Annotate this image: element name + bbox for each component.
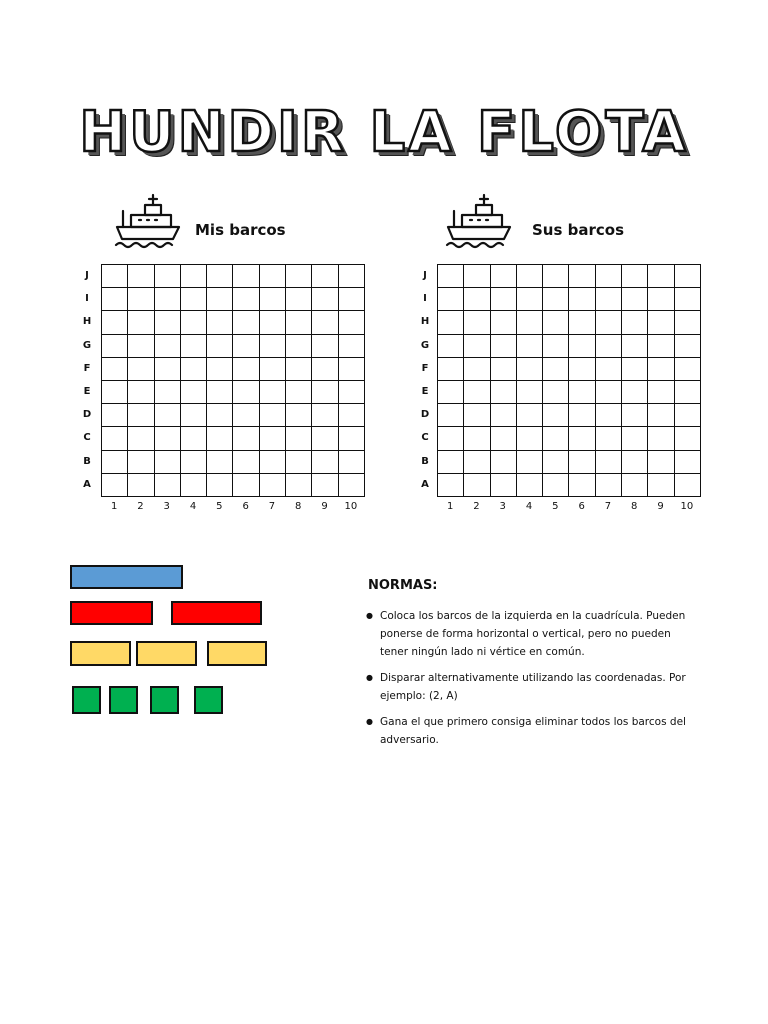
grid-cell-I5[interactable] [543, 288, 569, 311]
grid-cell-D6[interactable] [569, 404, 595, 427]
grid-cell-I1[interactable] [438, 288, 464, 311]
grid-cell-F6[interactable] [233, 358, 259, 381]
grid-cell-G7[interactable] [596, 335, 622, 358]
grid-cell-D10[interactable] [675, 404, 701, 427]
grid-cell-B4[interactable] [517, 451, 543, 474]
grid-cell-A2[interactable] [128, 474, 154, 497]
grid-cell-C9[interactable] [648, 427, 674, 450]
grid-cell-F2[interactable] [128, 358, 154, 381]
column-label: 7 [268, 501, 276, 512]
column-label: 10 [680, 501, 694, 512]
row-labels [418, 264, 432, 496]
grid-cell-G9[interactable] [312, 335, 338, 358]
grid-cell-I1[interactable] [102, 288, 128, 311]
grid-cell-F4[interactable] [517, 358, 543, 381]
column-label: 6 [578, 501, 585, 512]
grid-cell-B1[interactable] [438, 451, 464, 474]
grid-cell-H8[interactable] [622, 311, 648, 334]
grid-cell-D2[interactable] [128, 404, 154, 427]
grid-cell-C3[interactable] [491, 427, 517, 450]
game-title: HUNDIR LA FLOTA [79, 100, 689, 165]
grid-cell-I8[interactable] [286, 288, 312, 311]
my-board [82, 264, 368, 514]
row-label: A [421, 478, 429, 490]
grid-cell-A9[interactable] [648, 474, 674, 497]
column-label: 5 [552, 501, 559, 512]
grid-cell-D8[interactable] [286, 404, 312, 427]
column-label: 8 [631, 501, 638, 512]
grid-cell-G8[interactable] [622, 335, 648, 358]
grid-cell-A6[interactable] [233, 474, 259, 497]
grid-cell-F9[interactable] [312, 358, 338, 381]
grid-cell-I9[interactable] [648, 288, 674, 311]
row-label: H [420, 316, 430, 328]
grid-cell-A5[interactable] [207, 474, 233, 497]
grid-cell-A9[interactable] [312, 474, 338, 497]
grid-cell-J1[interactable] [102, 265, 128, 288]
grid-cell-J6[interactable] [233, 265, 259, 288]
grid-cell-E5[interactable] [207, 381, 233, 404]
grid-cell-I4[interactable] [181, 288, 207, 311]
enemy-board-header [444, 193, 704, 253]
grid-cell-J6[interactable] [569, 265, 595, 288]
grid-cell-C4[interactable] [517, 427, 543, 450]
grid-cell-E6[interactable] [233, 381, 259, 404]
grid-cell-G6[interactable] [569, 335, 595, 358]
grid-cell-D3[interactable] [491, 404, 517, 427]
grid-cell-J3[interactable] [155, 265, 181, 288]
grid-cell-F2[interactable] [464, 358, 490, 381]
grid-cell-H9[interactable] [648, 311, 674, 334]
grid-cell-J1[interactable] [438, 265, 464, 288]
grid-cell-B2[interactable] [128, 451, 154, 474]
ship-1-block [150, 686, 179, 714]
ship-icon [113, 193, 183, 251]
row-label: F [83, 362, 91, 374]
grid-cell-H3[interactable] [155, 311, 181, 334]
grid-cell-I4[interactable] [517, 288, 543, 311]
grid-cell-J3[interactable] [491, 265, 517, 288]
grid-cell-I3[interactable] [155, 288, 181, 311]
grid-cell-H2[interactable] [128, 311, 154, 334]
grid-cell-C9[interactable] [312, 427, 338, 450]
enemy-board [420, 264, 704, 514]
grid-cell-G1[interactable] [102, 335, 128, 358]
grid-cell-B7[interactable] [596, 451, 622, 474]
grid-cell-C6[interactable] [233, 427, 259, 450]
column-labels [101, 501, 364, 512]
row-label: E [421, 385, 429, 397]
grid-cell-G3[interactable] [155, 335, 181, 358]
grid-cell-C4[interactable] [181, 427, 207, 450]
grid-cell-J2[interactable] [464, 265, 490, 288]
grid-cell-D9[interactable] [312, 404, 338, 427]
grid-cell-B5[interactable] [543, 451, 569, 474]
grid-cell-F3[interactable] [155, 358, 181, 381]
grid-cell-J9[interactable] [648, 265, 674, 288]
grid-cell-A1[interactable] [438, 474, 464, 497]
grid-cell-C2[interactable] [128, 427, 154, 450]
column-label: 6 [242, 501, 249, 512]
row-label: I [85, 293, 89, 305]
grid-cell-C10[interactable] [339, 427, 365, 450]
row-label: F [421, 362, 429, 374]
grid-cell-D1[interactable] [438, 404, 464, 427]
grid-cell-A10[interactable] [339, 474, 365, 497]
grid-cell-I8[interactable] [622, 288, 648, 311]
grid-cell-B3[interactable] [155, 451, 181, 474]
grid-cell-F7[interactable] [596, 358, 622, 381]
grid-cell-J2[interactable] [128, 265, 154, 288]
grid-cell-I9[interactable] [312, 288, 338, 311]
column-label: 7 [604, 501, 612, 512]
grid-cell-C7[interactable] [596, 427, 622, 450]
grid-cell-C5[interactable] [207, 427, 233, 450]
grid-cell-A8[interactable] [622, 474, 648, 497]
grid-cell-E10[interactable] [339, 381, 365, 404]
grid-cell-G10[interactable] [675, 335, 701, 358]
grid-cell-I2[interactable] [128, 288, 154, 311]
grid-cell-G5[interactable] [207, 335, 233, 358]
column-label: 1 [446, 501, 454, 512]
rule-item: ● Coloca los barcos de la izquierda en la cuadrícula. Pueden ponerse de forma horizontal o vertical, pero no pueden tener ningún lado ni vértice en común. [368, 607, 698, 661]
grid-cell-G5[interactable] [543, 335, 569, 358]
grid-cell-B6[interactable] [569, 451, 595, 474]
grid-cell-F4[interactable] [181, 358, 207, 381]
ship-3-block [70, 601, 153, 625]
grid-cell-B10[interactable] [675, 451, 701, 474]
grid-cell-F3[interactable] [491, 358, 517, 381]
grid-cell-C1[interactable] [438, 427, 464, 450]
grid-cell-G3[interactable] [491, 335, 517, 358]
grid-cell-I2[interactable] [464, 288, 490, 311]
row-labels [80, 264, 94, 496]
ship-1-block [194, 686, 223, 714]
grid-cell-H5[interactable] [543, 311, 569, 334]
rule-item: ● Disparar alternativamente utilizando las coordenadas. Por ejemplo: (2, A) [368, 669, 698, 705]
grid-cell-B8[interactable] [622, 451, 648, 474]
row-label: C [421, 432, 429, 444]
grid-cell-G4[interactable] [181, 335, 207, 358]
ship-3-block [171, 601, 262, 625]
column-label: 9 [321, 501, 328, 512]
grid-cell-G2[interactable] [128, 335, 154, 358]
grid-cell-A8[interactable] [286, 474, 312, 497]
grid-cell-G6[interactable] [233, 335, 259, 358]
grid-cell-H7[interactable] [260, 311, 286, 334]
column-label: 3 [163, 501, 170, 512]
grid-cell-B10[interactable] [339, 451, 365, 474]
grid-cell-H4[interactable] [181, 311, 207, 334]
grid-cell-H10[interactable] [339, 311, 365, 334]
grid-cell-C10[interactable] [675, 427, 701, 450]
grid-cell-I10[interactable] [675, 288, 701, 311]
grid-cell-F1[interactable] [102, 358, 128, 381]
ship-icon [444, 193, 514, 251]
grid-cell-H2[interactable] [464, 311, 490, 334]
grid-cell-G2[interactable] [464, 335, 490, 358]
grid-cell-A2[interactable] [464, 474, 490, 497]
my-board-label: Mis barcos [195, 221, 286, 239]
rules-section [368, 578, 698, 757]
grid-cell-E3[interactable] [155, 381, 181, 404]
grid-cell-C7[interactable] [260, 427, 286, 450]
grid-cell-H6[interactable] [569, 311, 595, 334]
grid-cell-E3[interactable] [491, 381, 517, 404]
grid-cell-J10[interactable] [339, 265, 365, 288]
grid-cell-H3[interactable] [491, 311, 517, 334]
row-label: C [83, 432, 91, 444]
grid-cell-A1[interactable] [102, 474, 128, 497]
grid-cell-I3[interactable] [491, 288, 517, 311]
grid-cell-J10[interactable] [675, 265, 701, 288]
column-label: 8 [295, 501, 302, 512]
grid-cell-E6[interactable] [569, 381, 595, 404]
grid-cell-F9[interactable] [648, 358, 674, 381]
grid-cell-E9[interactable] [312, 381, 338, 404]
grid-cell-D6[interactable] [233, 404, 259, 427]
grid-cell-C2[interactable] [464, 427, 490, 450]
grid-cell-B2[interactable] [464, 451, 490, 474]
column-labels [437, 501, 700, 512]
grid-cell-G7[interactable] [260, 335, 286, 358]
grid-cell-D8[interactable] [622, 404, 648, 427]
column-label: 10 [344, 501, 358, 512]
grid-cell-A4[interactable] [181, 474, 207, 497]
grid-cell-F8[interactable] [622, 358, 648, 381]
row-label: G [420, 339, 430, 351]
grid-cell-I6[interactable] [569, 288, 595, 311]
grid-cell-F5[interactable] [207, 358, 233, 381]
grid-cell-D1[interactable] [102, 404, 128, 427]
grid-cell-E8[interactable] [286, 381, 312, 404]
grid-cell-B9[interactable] [312, 451, 338, 474]
grid-cell-F8[interactable] [286, 358, 312, 381]
column-label: 9 [657, 501, 664, 512]
grid-cell-H4[interactable] [517, 311, 543, 334]
enemy-board-label: Sus barcos [532, 221, 625, 239]
grid-cell-E9[interactable] [648, 381, 674, 404]
grid-cell-H9[interactable] [312, 311, 338, 334]
row-label: B [83, 455, 91, 467]
grid-cell-I7[interactable] [596, 288, 622, 311]
row-label: I [423, 293, 427, 305]
rules-list [368, 607, 698, 749]
rule-item: ● Gana el que primero consiga eliminar todos los barcos del adversario. [368, 713, 698, 749]
grid-cell-J4[interactable] [517, 265, 543, 288]
ship-2-block [70, 641, 131, 666]
grid-cell-E4[interactable] [517, 381, 543, 404]
row-label: B [421, 455, 429, 467]
grid-cell-G9[interactable] [648, 335, 674, 358]
column-label: 1 [110, 501, 118, 512]
grid-cell-F1[interactable] [438, 358, 464, 381]
grid-cell-D2[interactable] [464, 404, 490, 427]
row-label: A [83, 478, 91, 490]
grid-cell-B5[interactable] [207, 451, 233, 474]
grid-cell-I7[interactable] [260, 288, 286, 311]
grid-cell-A3[interactable] [155, 474, 181, 497]
grid-cell-E5[interactable] [543, 381, 569, 404]
grid-cell-C1[interactable] [102, 427, 128, 450]
grid-cell-A4[interactable] [517, 474, 543, 497]
row-label: D [420, 409, 430, 421]
ship-1-block [72, 686, 101, 714]
grid-cell-A7[interactable] [596, 474, 622, 497]
grid-cell-H5[interactable] [207, 311, 233, 334]
grid-cell-B1[interactable] [102, 451, 128, 474]
grid-cell-H10[interactable] [675, 311, 701, 334]
grid-cell-D10[interactable] [339, 404, 365, 427]
grid-cell-I10[interactable] [339, 288, 365, 311]
row-label: H [82, 316, 92, 328]
grid-cell-J8[interactable] [622, 265, 648, 288]
row-label: G [82, 339, 92, 351]
grid-cell-B7[interactable] [260, 451, 286, 474]
grid-cell-D4[interactable] [181, 404, 207, 427]
grid-cell-H8[interactable] [286, 311, 312, 334]
grid-cell-B9[interactable] [648, 451, 674, 474]
column-label: 2 [137, 501, 144, 512]
row-label: D [82, 409, 92, 421]
grid-cell-B4[interactable] [181, 451, 207, 474]
grid-cell-G10[interactable] [339, 335, 365, 358]
grid-cell-F10[interactable] [339, 358, 365, 381]
column-label: 2 [473, 501, 480, 512]
grid-cell-D7[interactable] [596, 404, 622, 427]
grid-cell-I5[interactable] [207, 288, 233, 311]
grid-cell-D5[interactable] [543, 404, 569, 427]
ship-2-block [207, 641, 267, 666]
my-grid [101, 264, 365, 497]
grid-cell-D9[interactable] [648, 404, 674, 427]
ship-2-block [136, 641, 197, 666]
enemy-grid [437, 264, 701, 497]
grid-cell-J5[interactable] [543, 265, 569, 288]
grid-cell-E2[interactable] [464, 381, 490, 404]
grid-cell-E1[interactable] [438, 381, 464, 404]
grid-cell-J9[interactable] [312, 265, 338, 288]
my-board-header [113, 193, 373, 253]
grid-cell-C5[interactable] [543, 427, 569, 450]
grid-cell-C8[interactable] [622, 427, 648, 450]
ship-1-block [109, 686, 138, 714]
grid-cell-F6[interactable] [569, 358, 595, 381]
grid-cell-E10[interactable] [675, 381, 701, 404]
grid-cell-F10[interactable] [675, 358, 701, 381]
grid-cell-J7[interactable] [596, 265, 622, 288]
column-label: 4 [189, 501, 197, 512]
grid-cell-B3[interactable] [491, 451, 517, 474]
column-label: 5 [216, 501, 223, 512]
grid-cell-E7[interactable] [260, 381, 286, 404]
grid-cell-C6[interactable] [569, 427, 595, 450]
grid-cell-G4[interactable] [517, 335, 543, 358]
row-label: E [83, 385, 91, 397]
rules-title: NORMAS: [368, 578, 438, 593]
grid-cell-H7[interactable] [596, 311, 622, 334]
grid-cell-C3[interactable] [155, 427, 181, 450]
grid-cell-A5[interactable] [543, 474, 569, 497]
column-label: 3 [499, 501, 506, 512]
grid-cell-E8[interactable] [622, 381, 648, 404]
grid-cell-E1[interactable] [102, 381, 128, 404]
grid-cell-E2[interactable] [128, 381, 154, 404]
row-label: J [423, 270, 427, 281]
grid-cell-D3[interactable] [155, 404, 181, 427]
grid-cell-J4[interactable] [181, 265, 207, 288]
grid-cell-F5[interactable] [543, 358, 569, 381]
grid-cell-H1[interactable] [102, 311, 128, 334]
grid-cell-H1[interactable] [438, 311, 464, 334]
column-label: 4 [525, 501, 533, 512]
grid-cell-D4[interactable] [517, 404, 543, 427]
grid-cell-A3[interactable] [491, 474, 517, 497]
grid-cell-E7[interactable] [596, 381, 622, 404]
grid-cell-A6[interactable] [569, 474, 595, 497]
grid-cell-F7[interactable] [260, 358, 286, 381]
grid-cell-J5[interactable] [207, 265, 233, 288]
grid-cell-H6[interactable] [233, 311, 259, 334]
grid-cell-I6[interactable] [233, 288, 259, 311]
grid-cell-B6[interactable] [233, 451, 259, 474]
grid-cell-B8[interactable] [286, 451, 312, 474]
grid-cell-G8[interactable] [286, 335, 312, 358]
grid-cell-J7[interactable] [260, 265, 286, 288]
grid-cell-A10[interactable] [675, 474, 701, 497]
grid-cell-D5[interactable] [207, 404, 233, 427]
grid-cell-J8[interactable] [286, 265, 312, 288]
grid-cell-A7[interactable] [260, 474, 286, 497]
grid-cell-E4[interactable] [181, 381, 207, 404]
row-label: J [85, 270, 89, 281]
grid-cell-C8[interactable] [286, 427, 312, 450]
ship-4-block [70, 565, 183, 589]
grid-cell-G1[interactable] [438, 335, 464, 358]
grid-cell-D7[interactable] [260, 404, 286, 427]
